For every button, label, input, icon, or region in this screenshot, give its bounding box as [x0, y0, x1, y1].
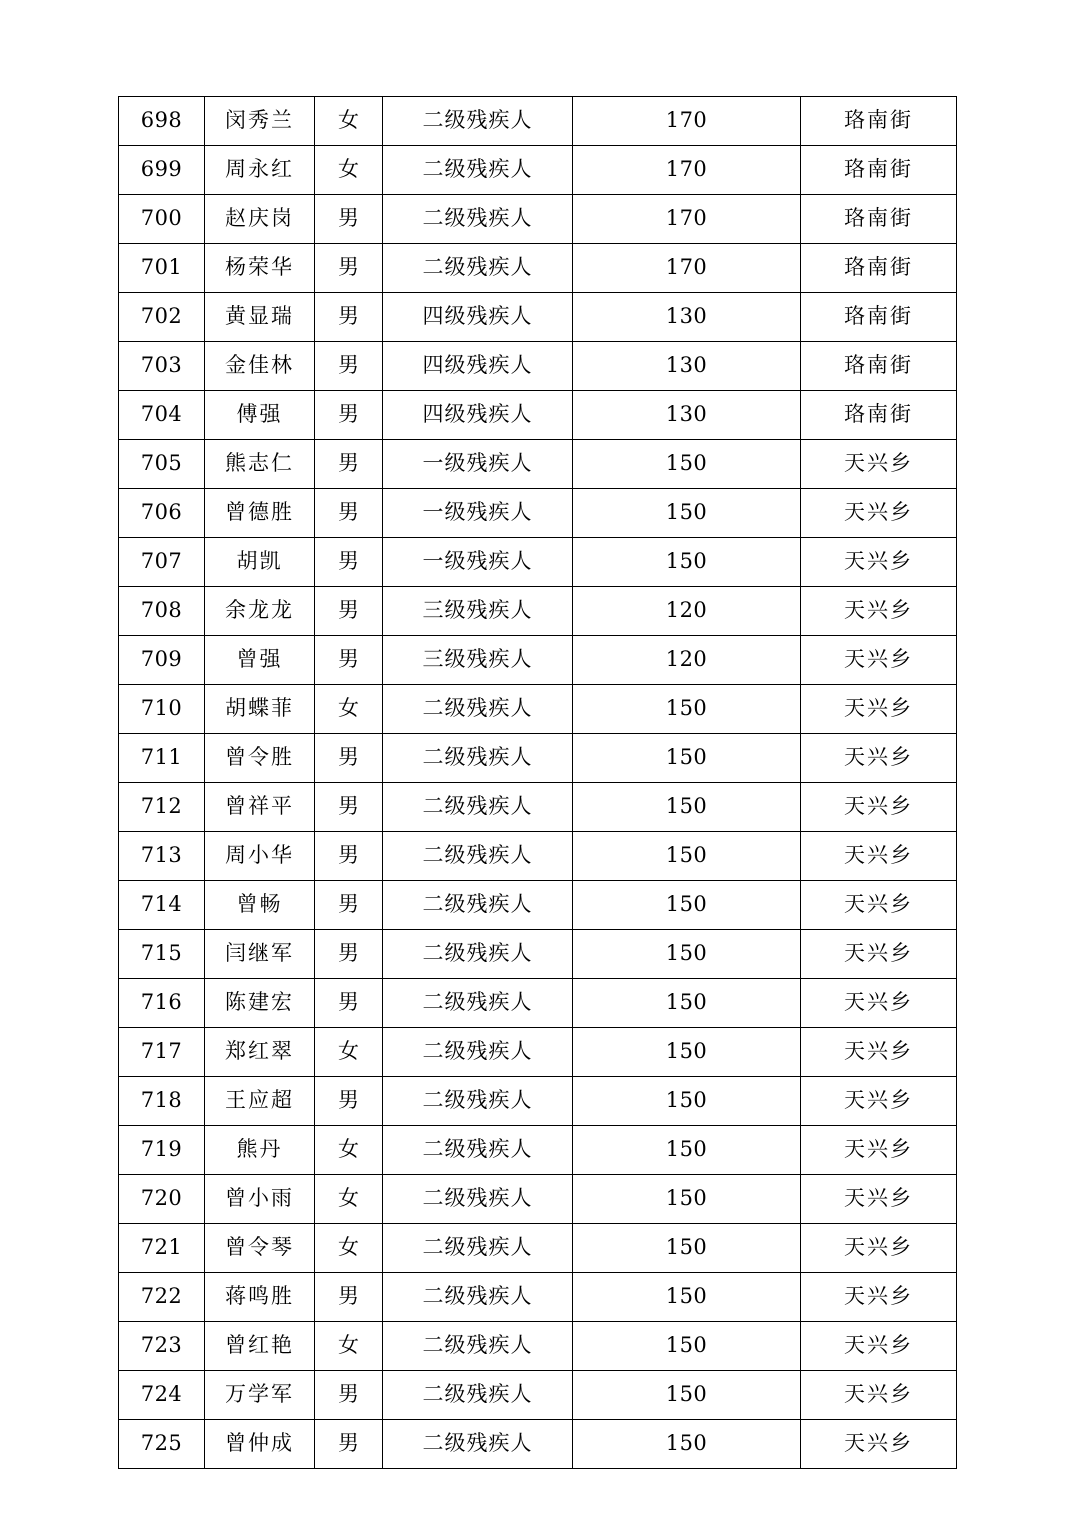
cell-name: 郑红翠	[205, 1028, 315, 1077]
cell-name: 曾德胜	[205, 489, 315, 538]
cell-index: 711	[119, 734, 205, 783]
cell-name: 曾小雨	[205, 1175, 315, 1224]
cell-index: 717	[119, 1028, 205, 1077]
cell-name: 熊丹	[205, 1126, 315, 1175]
cell-name: 周小华	[205, 832, 315, 881]
cell-subsidy-amount: 120	[573, 636, 801, 685]
table-row	[119, 734, 957, 783]
cell-index: 705	[119, 440, 205, 489]
cell-name: 曾畅	[205, 881, 315, 930]
cell-index: 707	[119, 538, 205, 587]
cell-subsidy-amount: 150	[573, 440, 801, 489]
cell-sex: 男	[315, 1420, 383, 1469]
cell-index: 703	[119, 342, 205, 391]
cell-subsidy-amount: 150	[573, 1322, 801, 1371]
cell-township: 天兴乡	[801, 636, 957, 685]
cell-disability-level: 二级残疾人	[383, 734, 573, 783]
cell-index: 701	[119, 244, 205, 293]
table-row	[119, 146, 957, 195]
table-row	[119, 1077, 957, 1126]
cell-disability-level: 二级残疾人	[383, 1420, 573, 1469]
cell-name: 万学军	[205, 1371, 315, 1420]
cell-township: 珞南街	[801, 146, 957, 195]
cell-subsidy-amount: 150	[573, 881, 801, 930]
cell-sex: 男	[315, 930, 383, 979]
cell-name: 曾令琴	[205, 1224, 315, 1273]
cell-name: 周永红	[205, 146, 315, 195]
cell-index: 724	[119, 1371, 205, 1420]
cell-disability-level: 四级残疾人	[383, 391, 573, 440]
cell-subsidy-amount: 120	[573, 587, 801, 636]
table-row	[119, 636, 957, 685]
cell-disability-level: 二级残疾人	[383, 97, 573, 146]
table-row	[119, 244, 957, 293]
cell-subsidy-amount: 170	[573, 97, 801, 146]
cell-township: 天兴乡	[801, 1077, 957, 1126]
cell-index: 725	[119, 1420, 205, 1469]
cell-township: 天兴乡	[801, 1126, 957, 1175]
cell-index: 715	[119, 930, 205, 979]
cell-subsidy-amount: 150	[573, 1273, 801, 1322]
cell-disability-level: 三级残疾人	[383, 636, 573, 685]
cell-subsidy-amount: 150	[573, 1126, 801, 1175]
cell-index: 714	[119, 881, 205, 930]
cell-subsidy-amount: 150	[573, 783, 801, 832]
cell-sex: 男	[315, 293, 383, 342]
cell-disability-level: 二级残疾人	[383, 195, 573, 244]
cell-township: 天兴乡	[801, 1028, 957, 1077]
cell-disability-level: 一级残疾人	[383, 440, 573, 489]
cell-disability-level: 二级残疾人	[383, 1126, 573, 1175]
cell-sex: 女	[315, 1175, 383, 1224]
cell-township: 天兴乡	[801, 734, 957, 783]
cell-sex: 女	[315, 1028, 383, 1077]
cell-township: 天兴乡	[801, 1175, 957, 1224]
cell-subsidy-amount: 150	[573, 1420, 801, 1469]
cell-subsidy-amount: 150	[573, 538, 801, 587]
cell-subsidy-amount: 170	[573, 244, 801, 293]
cell-sex: 男	[315, 979, 383, 1028]
cell-disability-level: 三级残疾人	[383, 587, 573, 636]
table-row	[119, 1028, 957, 1077]
cell-township: 天兴乡	[801, 1420, 957, 1469]
cell-disability-level: 二级残疾人	[383, 1273, 573, 1322]
cell-name: 傅强	[205, 391, 315, 440]
cell-sex: 女	[315, 1126, 383, 1175]
cell-township: 珞南街	[801, 342, 957, 391]
cell-sex: 女	[315, 1224, 383, 1273]
cell-disability-level: 二级残疾人	[383, 1224, 573, 1273]
cell-subsidy-amount: 150	[573, 1224, 801, 1273]
cell-township: 天兴乡	[801, 538, 957, 587]
cell-subsidy-amount: 150	[573, 1175, 801, 1224]
cell-sex: 女	[315, 685, 383, 734]
cell-index: 723	[119, 1322, 205, 1371]
cell-disability-level: 一级残疾人	[383, 538, 573, 587]
cell-subsidy-amount: 170	[573, 195, 801, 244]
cell-sex: 男	[315, 538, 383, 587]
cell-sex: 男	[315, 1077, 383, 1126]
cell-disability-level: 二级残疾人	[383, 979, 573, 1028]
cell-township: 天兴乡	[801, 832, 957, 881]
cell-sex: 男	[315, 587, 383, 636]
cell-township: 天兴乡	[801, 1224, 957, 1273]
cell-sex: 男	[315, 636, 383, 685]
cell-township: 天兴乡	[801, 1322, 957, 1371]
cell-sex: 女	[315, 97, 383, 146]
table-row	[119, 783, 957, 832]
cell-sex: 男	[315, 734, 383, 783]
cell-disability-level: 二级残疾人	[383, 832, 573, 881]
cell-name: 金佳林	[205, 342, 315, 391]
cell-index: 713	[119, 832, 205, 881]
cell-subsidy-amount: 150	[573, 1077, 801, 1126]
cell-index: 700	[119, 195, 205, 244]
cell-index: 721	[119, 1224, 205, 1273]
cell-township: 天兴乡	[801, 881, 957, 930]
table-row	[119, 1371, 957, 1420]
cell-disability-level: 二级残疾人	[383, 1028, 573, 1077]
cell-index: 709	[119, 636, 205, 685]
cell-sex: 男	[315, 1371, 383, 1420]
table-row	[119, 1273, 957, 1322]
cell-name: 曾仲成	[205, 1420, 315, 1469]
table-row	[119, 489, 957, 538]
cell-name: 曾祥平	[205, 783, 315, 832]
cell-disability-level: 二级残疾人	[383, 1077, 573, 1126]
cell-sex: 男	[315, 881, 383, 930]
table-row	[119, 979, 957, 1028]
cell-index: 706	[119, 489, 205, 538]
table-row	[119, 1322, 957, 1371]
cell-township: 天兴乡	[801, 1273, 957, 1322]
cell-sex: 男	[315, 1273, 383, 1322]
cell-index: 702	[119, 293, 205, 342]
cell-name: 胡蝶菲	[205, 685, 315, 734]
cell-index: 710	[119, 685, 205, 734]
disability-subsidy-table	[118, 96, 957, 1469]
cell-name: 杨荣华	[205, 244, 315, 293]
table-row	[119, 391, 957, 440]
cell-subsidy-amount: 150	[573, 930, 801, 979]
cell-subsidy-amount: 130	[573, 293, 801, 342]
cell-township: 天兴乡	[801, 783, 957, 832]
cell-name: 曾红艳	[205, 1322, 315, 1371]
cell-subsidy-amount: 150	[573, 1028, 801, 1077]
cell-name: 陈建宏	[205, 979, 315, 1028]
cell-subsidy-amount: 150	[573, 832, 801, 881]
table-row	[119, 342, 957, 391]
cell-disability-level: 一级残疾人	[383, 489, 573, 538]
cell-index: 718	[119, 1077, 205, 1126]
cell-name: 胡凯	[205, 538, 315, 587]
table-row	[119, 930, 957, 979]
cell-index: 698	[119, 97, 205, 146]
cell-index: 720	[119, 1175, 205, 1224]
cell-township: 珞南街	[801, 195, 957, 244]
cell-township: 珞南街	[801, 244, 957, 293]
table-row	[119, 97, 957, 146]
cell-name: 黄显瑞	[205, 293, 315, 342]
cell-disability-level: 二级残疾人	[383, 1322, 573, 1371]
table-row	[119, 685, 957, 734]
cell-subsidy-amount: 150	[573, 1371, 801, 1420]
cell-sex: 男	[315, 195, 383, 244]
cell-name: 蒋鸣胜	[205, 1273, 315, 1322]
cell-name: 王应超	[205, 1077, 315, 1126]
cell-sex: 男	[315, 342, 383, 391]
cell-name: 闫继军	[205, 930, 315, 979]
cell-name: 曾令胜	[205, 734, 315, 783]
table-body	[119, 97, 957, 1469]
cell-subsidy-amount: 130	[573, 342, 801, 391]
cell-name: 熊志仁	[205, 440, 315, 489]
cell-index: 719	[119, 1126, 205, 1175]
table-row	[119, 1126, 957, 1175]
cell-sex: 男	[315, 391, 383, 440]
table-row	[119, 832, 957, 881]
cell-subsidy-amount: 130	[573, 391, 801, 440]
cell-name: 曾强	[205, 636, 315, 685]
cell-name: 闵秀兰	[205, 97, 315, 146]
cell-sex: 男	[315, 783, 383, 832]
cell-subsidy-amount: 150	[573, 979, 801, 1028]
cell-sex: 男	[315, 489, 383, 538]
cell-index: 716	[119, 979, 205, 1028]
cell-township: 珞南街	[801, 97, 957, 146]
cell-township: 天兴乡	[801, 587, 957, 636]
cell-disability-level: 二级残疾人	[383, 881, 573, 930]
cell-township: 天兴乡	[801, 1371, 957, 1420]
table-row	[119, 881, 957, 930]
cell-subsidy-amount: 150	[573, 685, 801, 734]
table-row	[119, 1420, 957, 1469]
cell-sex: 男	[315, 244, 383, 293]
cell-sex: 女	[315, 1322, 383, 1371]
cell-index: 699	[119, 146, 205, 195]
cell-disability-level: 二级残疾人	[383, 1175, 573, 1224]
cell-township: 天兴乡	[801, 489, 957, 538]
cell-index: 704	[119, 391, 205, 440]
cell-township: 珞南街	[801, 391, 957, 440]
cell-subsidy-amount: 150	[573, 489, 801, 538]
cell-name: 余龙龙	[205, 587, 315, 636]
cell-township: 珞南街	[801, 293, 957, 342]
cell-index: 708	[119, 587, 205, 636]
cell-township: 天兴乡	[801, 685, 957, 734]
cell-township: 天兴乡	[801, 930, 957, 979]
cell-disability-level: 四级残疾人	[383, 293, 573, 342]
cell-township: 天兴乡	[801, 440, 957, 489]
cell-name: 赵庆岗	[205, 195, 315, 244]
table-row	[119, 293, 957, 342]
cell-disability-level: 四级残疾人	[383, 342, 573, 391]
cell-township: 天兴乡	[801, 979, 957, 1028]
cell-disability-level: 二级残疾人	[383, 244, 573, 293]
cell-sex: 男	[315, 440, 383, 489]
cell-sex: 女	[315, 146, 383, 195]
cell-sex: 男	[315, 832, 383, 881]
cell-disability-level: 二级残疾人	[383, 783, 573, 832]
cell-disability-level: 二级残疾人	[383, 1371, 573, 1420]
cell-subsidy-amount: 170	[573, 146, 801, 195]
cell-disability-level: 二级残疾人	[383, 930, 573, 979]
cell-disability-level: 二级残疾人	[383, 685, 573, 734]
table-row	[119, 587, 957, 636]
table-row	[119, 1175, 957, 1224]
table-row	[119, 195, 957, 244]
table-row	[119, 538, 957, 587]
cell-index: 722	[119, 1273, 205, 1322]
table-row	[119, 1224, 957, 1273]
table-row	[119, 440, 957, 489]
cell-disability-level: 二级残疾人	[383, 146, 573, 195]
cell-subsidy-amount: 150	[573, 734, 801, 783]
cell-index: 712	[119, 783, 205, 832]
